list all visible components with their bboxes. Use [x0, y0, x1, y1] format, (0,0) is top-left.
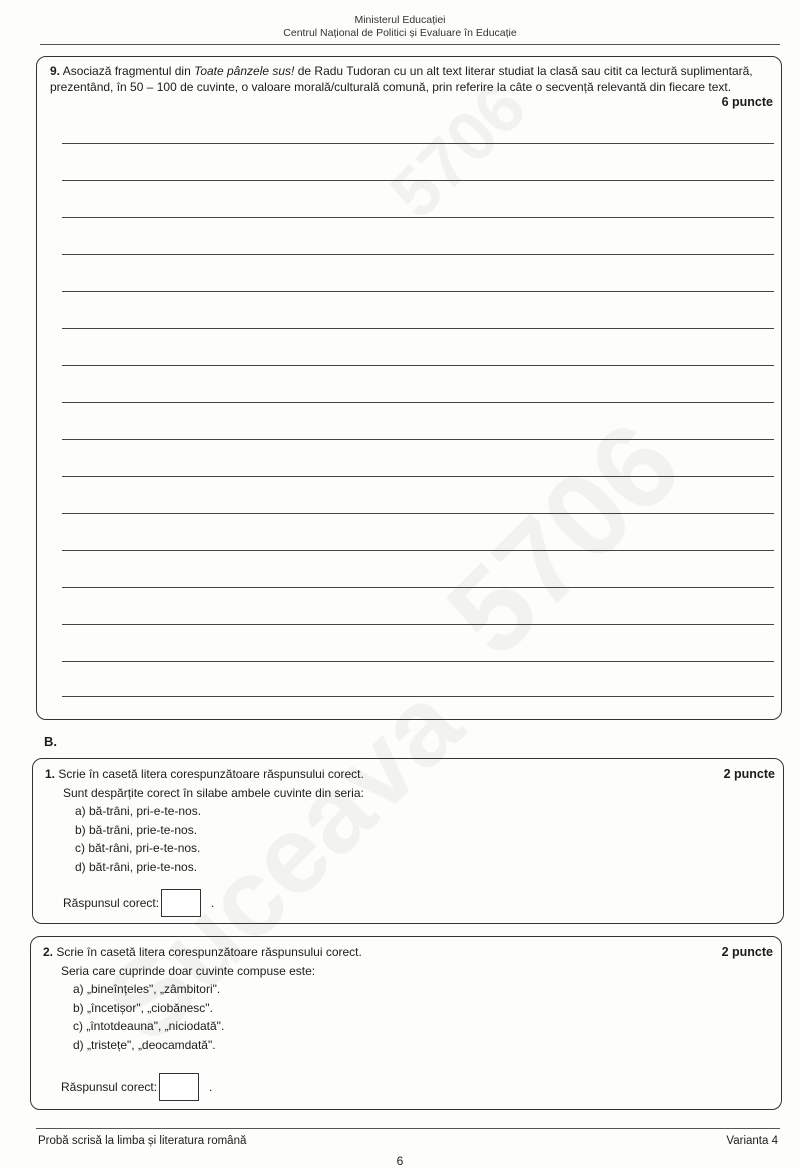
answer-line[interactable] [62, 365, 774, 366]
header-center: Centrul Național de Politici și Evaluare în Educație [283, 27, 517, 39]
footer-variant: Varianta 4 [726, 1135, 778, 1147]
question-b1-number: 1. [45, 767, 56, 781]
question-9-box [36, 56, 782, 720]
question-b1-answer-box[interactable] [161, 889, 201, 917]
question-9-points: 6 puncte [721, 95, 773, 109]
answer-line[interactable] [62, 180, 774, 181]
question-b1-points: 2 puncte [723, 767, 775, 781]
footer-subject: Probă scrisă la limba și literatura română [38, 1135, 247, 1147]
question-b2-answer-label: Răspunsul corect: [61, 1080, 158, 1094]
question-b2-answer-dot: . [209, 1080, 213, 1094]
question-b1-option-a: a) bă-trâni, pri-e-te-nos. [75, 804, 202, 818]
question-b1-prompt: Sunt despărțite corect în silabe ambele cuvinte din seria: [63, 785, 364, 800]
answer-line[interactable] [62, 402, 774, 403]
question-b1-option-d: d) băt-râni, prie-te-nos. [75, 859, 198, 874]
answer-line[interactable] [62, 624, 774, 625]
question-b1-instruction: Scrie în casetă litera corespunzătoare răspunsului corect. [55, 767, 364, 781]
question-b1-answer-dot: . [211, 896, 215, 910]
answer-line[interactable] [62, 476, 774, 477]
question-9-text-after: de Radu Tudoran cu un alt text literar studiat la clasă sau citit ca lectură suplimentară, prezentând, în 50 – 100 de cuvinte, o valoare morală/culturală comună, prin referire la câte o secvență relevantă din fiecare text. [50, 64, 753, 94]
question-b2-option-d: d) „tristețe", „deocamdată". [73, 1037, 216, 1052]
question-b1-option-b: b) bă-trâni, prie-te-nos. [75, 822, 198, 837]
question-b1-answer-row [63, 889, 214, 917]
question-b2-option-c: c) „întotdeauna", „niciodată". [73, 1019, 225, 1033]
question-b1-answer-label: Răspunsul corect: [63, 896, 160, 910]
question-b1-content [45, 765, 364, 876]
footer-divider [36, 1128, 780, 1129]
question-b2-points: 2 puncte [721, 945, 773, 959]
question-b2-prompt: Seria care cuprinde doar cuvinte compuse este: [61, 963, 316, 978]
answer-line[interactable] [62, 587, 774, 588]
section-b-label: B. [44, 734, 57, 749]
document-header [0, 14, 800, 40]
question-b2-option-a: a) „bineînțeles", „zâmbitori". [73, 982, 221, 996]
question-9-number: 9. [50, 64, 61, 78]
question-b1-option-c: c) băt-râni, pri-e-te-nos. [75, 841, 201, 855]
answer-line[interactable] [62, 143, 774, 144]
question-9-title: Toate pânzele sus! [194, 64, 295, 78]
question-9-text-before: Asociază fragmentul din [60, 64, 195, 78]
answer-line[interactable] [62, 254, 774, 255]
question-b2-instruction: Scrie în casetă litera corespunzătoare răspunsului corect. [53, 945, 362, 959]
header-divider [40, 44, 780, 45]
question-b2-content [43, 943, 362, 1054]
answer-line[interactable] [62, 513, 774, 514]
page-number: 6 [396, 1154, 404, 1168]
question-b2-box [30, 936, 782, 1110]
answer-line[interactable] [62, 217, 774, 218]
question-b1-box [32, 758, 784, 924]
answer-line[interactable] [62, 291, 774, 292]
question-b2-option-b: b) „încetișor", „ciobănesc". [73, 1000, 213, 1015]
question-9-text [50, 64, 772, 95]
answer-line[interactable] [62, 328, 774, 329]
answer-line[interactable] [62, 550, 774, 551]
answer-line[interactable] [62, 661, 774, 662]
answer-line[interactable] [62, 696, 774, 697]
question-b2-answer-row [61, 1073, 212, 1101]
answer-line[interactable] [62, 439, 774, 440]
header-ministry: Ministerul Educației [354, 14, 446, 26]
question-b2-number: 2. [43, 945, 54, 959]
question-b2-answer-box[interactable] [159, 1073, 199, 1101]
